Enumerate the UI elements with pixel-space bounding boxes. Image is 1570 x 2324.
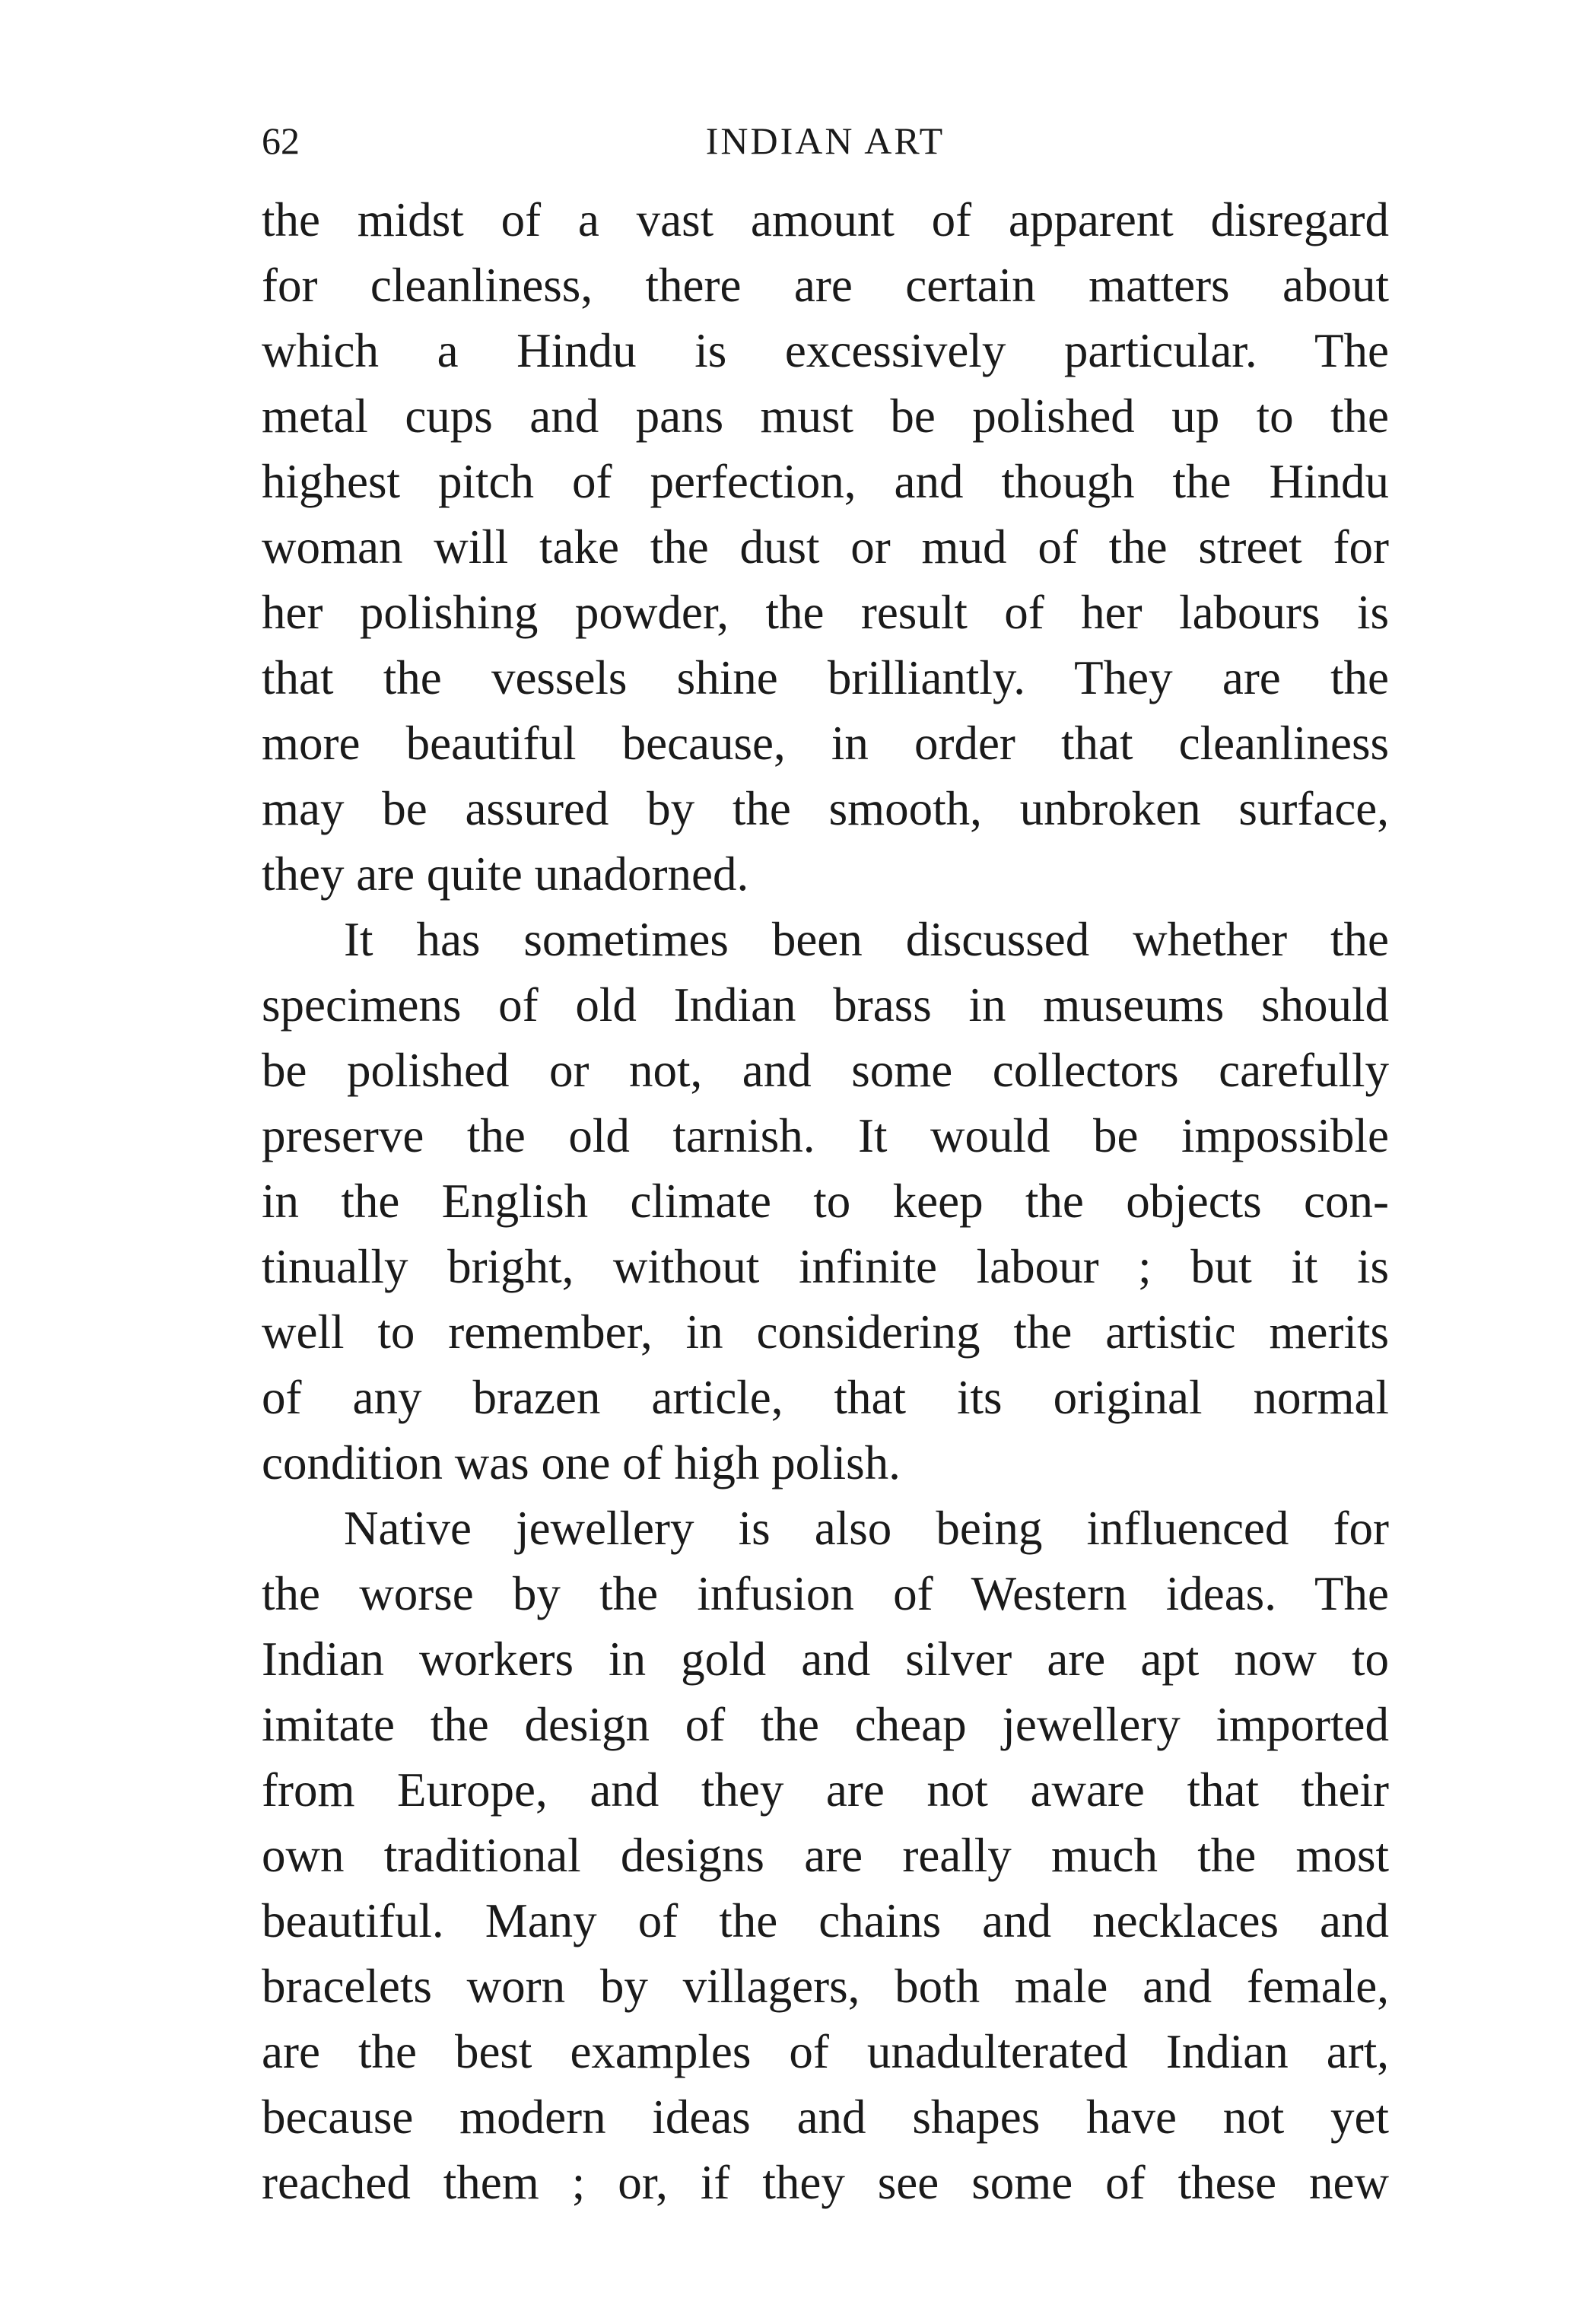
text-line: own traditional designs are really much the most (262, 1829, 1389, 1882)
text-line: Indian workers in gold and silver are apt now to (262, 1633, 1389, 1686)
text-line: It has sometimes been discussed whether the (344, 913, 1389, 966)
text-line: of any brazen article, that its original normal (262, 1371, 1389, 1424)
text-line: bracelets worn by villagers, both male and female, (262, 1960, 1389, 2013)
text-line: preserve the old tarnish. It would be impossible (262, 1109, 1389, 1162)
text-line: woman will take the dust or mud of the street for (262, 520, 1389, 574)
body-text (262, 187, 1389, 2215)
text-line: they are quite unadorned. (262, 847, 749, 901)
text-line: more beautiful because, in order that cleanliness (262, 717, 1389, 770)
text-line: tinually bright, without infinite labour ; but it is (262, 1240, 1389, 1293)
running-head (262, 114, 1389, 167)
text-line: Native jewellery is also being influenced for (344, 1502, 1389, 1555)
text-line: are the best examples of unadulterated Indian art, (262, 2025, 1389, 2078)
text-line: reached them ; or, if they see some of these new (262, 2156, 1389, 2209)
text-line: metal cups and pans must be polished up to the (262, 389, 1389, 443)
text-line: the worse by the infusion of Western ideas. The (262, 1567, 1389, 1620)
paragraph (262, 187, 1389, 907)
text-line: condition was one of high polish. (262, 1436, 901, 1489)
paragraph (262, 907, 1389, 1496)
text-line: because modern ideas and shapes have not yet (262, 2090, 1389, 2144)
text-line: that the vessels shine brilliantly. They are the (262, 651, 1389, 704)
running-title: INDIAN ART (705, 119, 945, 162)
text-line: from Europe, and they are not aware that their (262, 1763, 1389, 1817)
book-page (262, 114, 1389, 2215)
text-line: for cleanliness, there are certain matters about (262, 259, 1389, 312)
page-number: 62 (262, 119, 300, 162)
paragraph (262, 1496, 1389, 2215)
text-line: specimens of old Indian brass in museums should (262, 978, 1389, 1032)
text-line: well to remember, in considering the artistic merits (262, 1305, 1389, 1359)
text-line: imitate the design of the cheap jewellery imported (262, 1698, 1389, 1751)
text-line: her polishing powder, the result of her labours is (262, 586, 1389, 639)
text-line: which a Hindu is excessively particular. The (262, 324, 1389, 377)
text-line: may be assured by the smooth, unbroken surface, (262, 782, 1389, 835)
text-line: be polished or not, and some collectors carefully (262, 1044, 1389, 1097)
text-line: beautiful. Many of the chains and necklaces and (262, 1894, 1389, 1947)
text-line: the midst of a vast amount of apparent disregard (262, 193, 1389, 246)
text-line: in the English climate to keep the objects con- (262, 1175, 1389, 1228)
text-line: highest pitch of perfection, and though the Hindu (262, 455, 1389, 508)
